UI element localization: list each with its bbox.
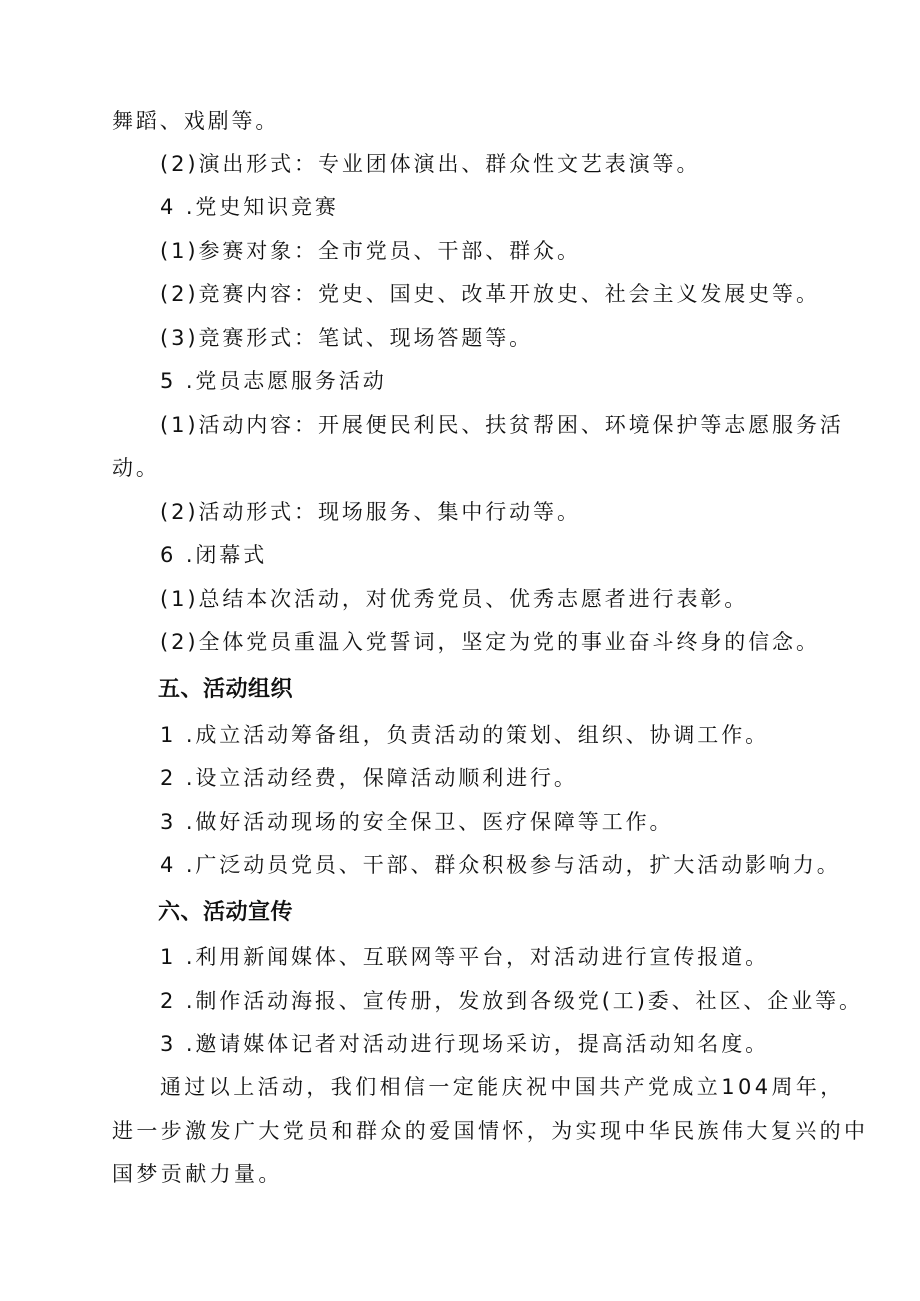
paragraph-line: (2)演出形式：专业团体演出、群众性文艺表演等。 bbox=[160, 152, 701, 176]
paragraph-line: (3)竞赛形式：笔试、现场答题等。 bbox=[160, 326, 534, 350]
paragraph-line: (2)全体党员重温入党誓词，坚定为党的事业奋斗终身的信念。 bbox=[160, 630, 820, 654]
list-item: 4 .广泛动员党员、干部、群众积极参与活动，扩大活动影响力。 bbox=[160, 853, 841, 877]
closing-paragraph-line: 通过以上活动，我们相信一定能庆祝中国共产党成立104周年， bbox=[160, 1075, 845, 1099]
paragraph-line: (1)参赛对象：全市党员、干部、群众。 bbox=[160, 239, 581, 263]
list-item: 1 .成立活动筹备组，负责活动的策划、组织、协调工作。 bbox=[160, 723, 770, 747]
paragraph-line: 动。 bbox=[112, 456, 160, 480]
list-item: 2 .制作活动海报、宣传册，发放到各级党(工)委、社区、企业等。 bbox=[160, 989, 863, 1013]
list-item: 6 .闭幕式 bbox=[160, 543, 268, 567]
list-item: 1 .利用新闻媒体、互联网等平台，对活动进行宣传报道。 bbox=[160, 945, 770, 969]
closing-paragraph-line: 国梦贡献力量。 bbox=[112, 1162, 283, 1186]
list-item: 3 .做好活动现场的安全保卫、医疗保障等工作。 bbox=[160, 810, 674, 834]
section-heading: 六、活动宣传 bbox=[158, 900, 294, 925]
paragraph-line: (2)竞赛内容：党史、国史、改革开放史、社会主义发展史等。 bbox=[160, 282, 820, 306]
paragraph-line: (1)活动内容：开展便民利民、扶贫帮困、环境保护等志愿服务活 bbox=[160, 413, 844, 437]
list-item: 3 .邀请媒体记者对活动进行现场采访，提高活动知名度。 bbox=[160, 1032, 770, 1056]
list-item: 4 .党史知识竞赛 bbox=[160, 195, 339, 219]
section-heading: 五、活动组织 bbox=[158, 677, 294, 702]
paragraph-line: (1)总结本次活动，对优秀党员、优秀志愿者进行表彰。 bbox=[160, 587, 749, 611]
list-item: 2 .设立活动经费，保障活动顺利进行。 bbox=[160, 766, 578, 790]
closing-paragraph-line: 进一步激发广大党员和群众的爱国情怀，为实现中华民族伟大复兴的中 bbox=[112, 1119, 869, 1143]
paragraph-line: 舞蹈、戏剧等。 bbox=[112, 109, 280, 133]
paragraph-line: (2)活动形式：现场服务、集中行动等。 bbox=[160, 500, 581, 524]
list-item: 5 .党员志愿服务活动 bbox=[160, 369, 387, 393]
